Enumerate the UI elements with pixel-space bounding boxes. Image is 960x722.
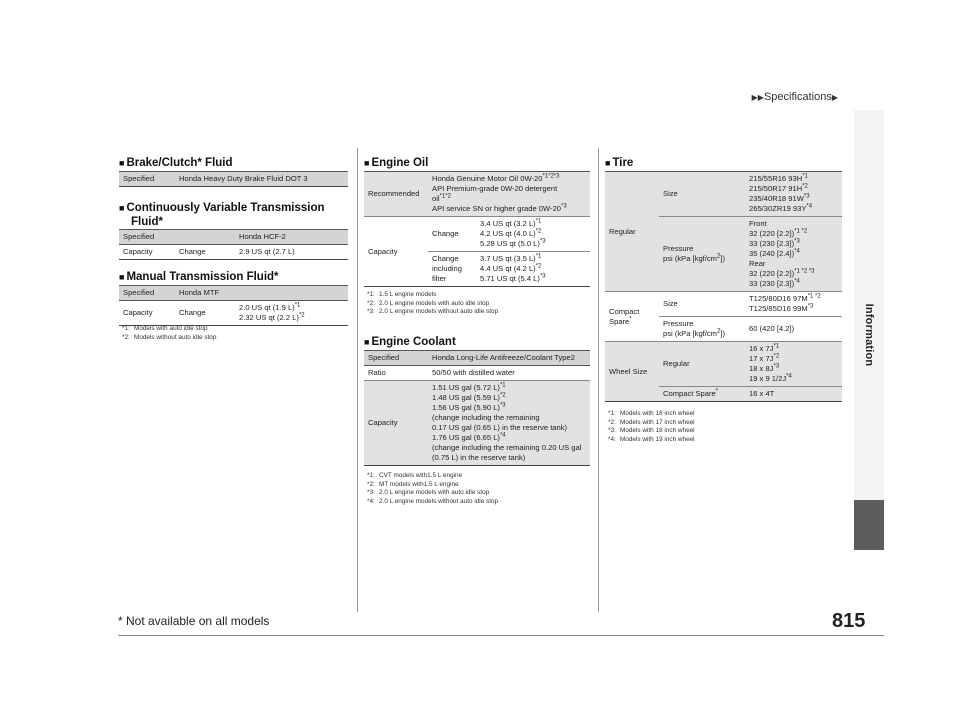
mtf-footnotes: *1: Models with auto idle stop *2: Models without auto idle stop — [122, 325, 217, 341]
double-arrow-icon: ▶▶ — [751, 93, 764, 102]
footer-rule — [118, 635, 884, 636]
sidebar-label: Information — [863, 303, 875, 367]
engine-coolant-table: Specified Honda Long-Life Antifreeze/Coolant Type2 Ratio 50/50 with distilled water Capacity 1.51 US gal (5.72 L)$^{*1}$ 1.48 US gal (5.59 L)$^{*2}$ 1.56 US gal (5.90 L)$^{*3}$ (change including the remaining 0.17 US gal (0.65 L) in the reserve tank) 1.76 US gal (6.65 L)$^{*4}$ (change including the remaining 0.20 US gal (0.75 L) in the reserve tank) — [364, 350, 590, 466]
breadcrumb-label: Specifications — [763, 91, 832, 103]
breadcrumb — [752, 91, 838, 103]
cvt-fluid-title: ■ Continuously Variable Transmission Fluid* — [119, 202, 325, 228]
engine-coolant-title: ■ Engine Coolant — [364, 336, 456, 348]
engine-oil-footnotes: *1: 1.5 L engine models *2: 2.0 L engine models with auto idle stop *3: 2.0 L engine models without auto idle stop — [367, 291, 499, 316]
engine-oil-title: ■ Engine Oil — [364, 157, 429, 169]
arrow-right-icon: ▶ — [831, 93, 838, 102]
brake-fluid-title: ■ Brake/Clutch* Fluid — [119, 157, 233, 169]
column-divider — [598, 148, 599, 612]
cvt-fluid-table: Specified Honda HCF-2 Capacity Change 2.9 US qt (2.7 L) — [119, 229, 348, 260]
engine-coolant-footnotes: *1: CVT models with1.5 L engine *2: MT models with1.5 L engine *3: 2.0 L engine models with auto idle stop *4: 2.0 L engine models without auto idle stop — [367, 472, 499, 505]
tire-title: ■ Tire — [605, 157, 634, 169]
brake-fluid-table: Specified Honda Heavy Duty Brake Fluid DOT 3 — [119, 171, 348, 187]
mtf-title: ■ Manual Transmission Fluid* — [119, 271, 279, 283]
availability-note: * Not available on all models — [118, 614, 270, 628]
tire-table: Regular Size 215/55R16 $93H^{*1}$ 215/50R17 $91H^{*2}$ 235/40R18 $91W^{*3}$ 265/30ZR19 $93Y^{*4}$ Pressure psi (kPa $[kgf/cm^2]$) Front 32 (220 [2.2])$^{*1 *2}$ 33 (230 [2.3])$^{*3}$ 35 (240 [2.4])$^{*4}$ Rear 32 (220 [2.2])$^{*1 *2 *3}$ 33 (230 [2.3])$^{*4}$ Compact Spare* Size T125/80D16 $97M^{*1 *2}$ T125/85D16 $99M^{*3}$ Pressure psi (kPa $[kgf/cm^2]$) 60 (420 [4.2]) Wheel Size Regular 16 x $7J^{*1}$ 17 x $7J^{*2}$ 18 x $8J^{*3}$ 19 x 9 $1/2J^{*4}$ Compact Spare* 16 x 4T — [605, 171, 842, 402]
engine-oil-table: Recommended Honda Genuine Motor Oil $0W-20^{*1*2*3}$ API Premium-grade 0W-20 detergent oil$^{*1*2}$ API service SN or higher grade 0W-20$^{*3}$ Capacity Change 3.4 US qt (3.2 L)$^{*1}$ 4.2 US qt (4.0 L)$^{*2}$ 5.28 US qt (5.0 L)$^{*3}$ Change including filter 3.7 US qt (3.5 L)$^{*1}$ 4.4 US qt (4.2 L)$^{*2}$ 5.71 US qt (5.4 L)$^{*3}$ — [364, 171, 590, 287]
tire-footnotes: *1: Models with 16 inch wheel *2: Models with 17 inch wheel *3: Models with 18 inch wheel *4: Models with 19 inch wheel — [608, 410, 695, 443]
mtf-table: Specified Honda MTF Capacity Change 2.0 US qt (1.9 L)$^{*1}$ 2.32 US qt (2.2 L)$^{*2}$ — [119, 285, 348, 326]
page-number: 815 — [832, 610, 866, 632]
sidebar-tab-marker[interactable] — [854, 500, 884, 550]
column-divider — [357, 148, 358, 612]
